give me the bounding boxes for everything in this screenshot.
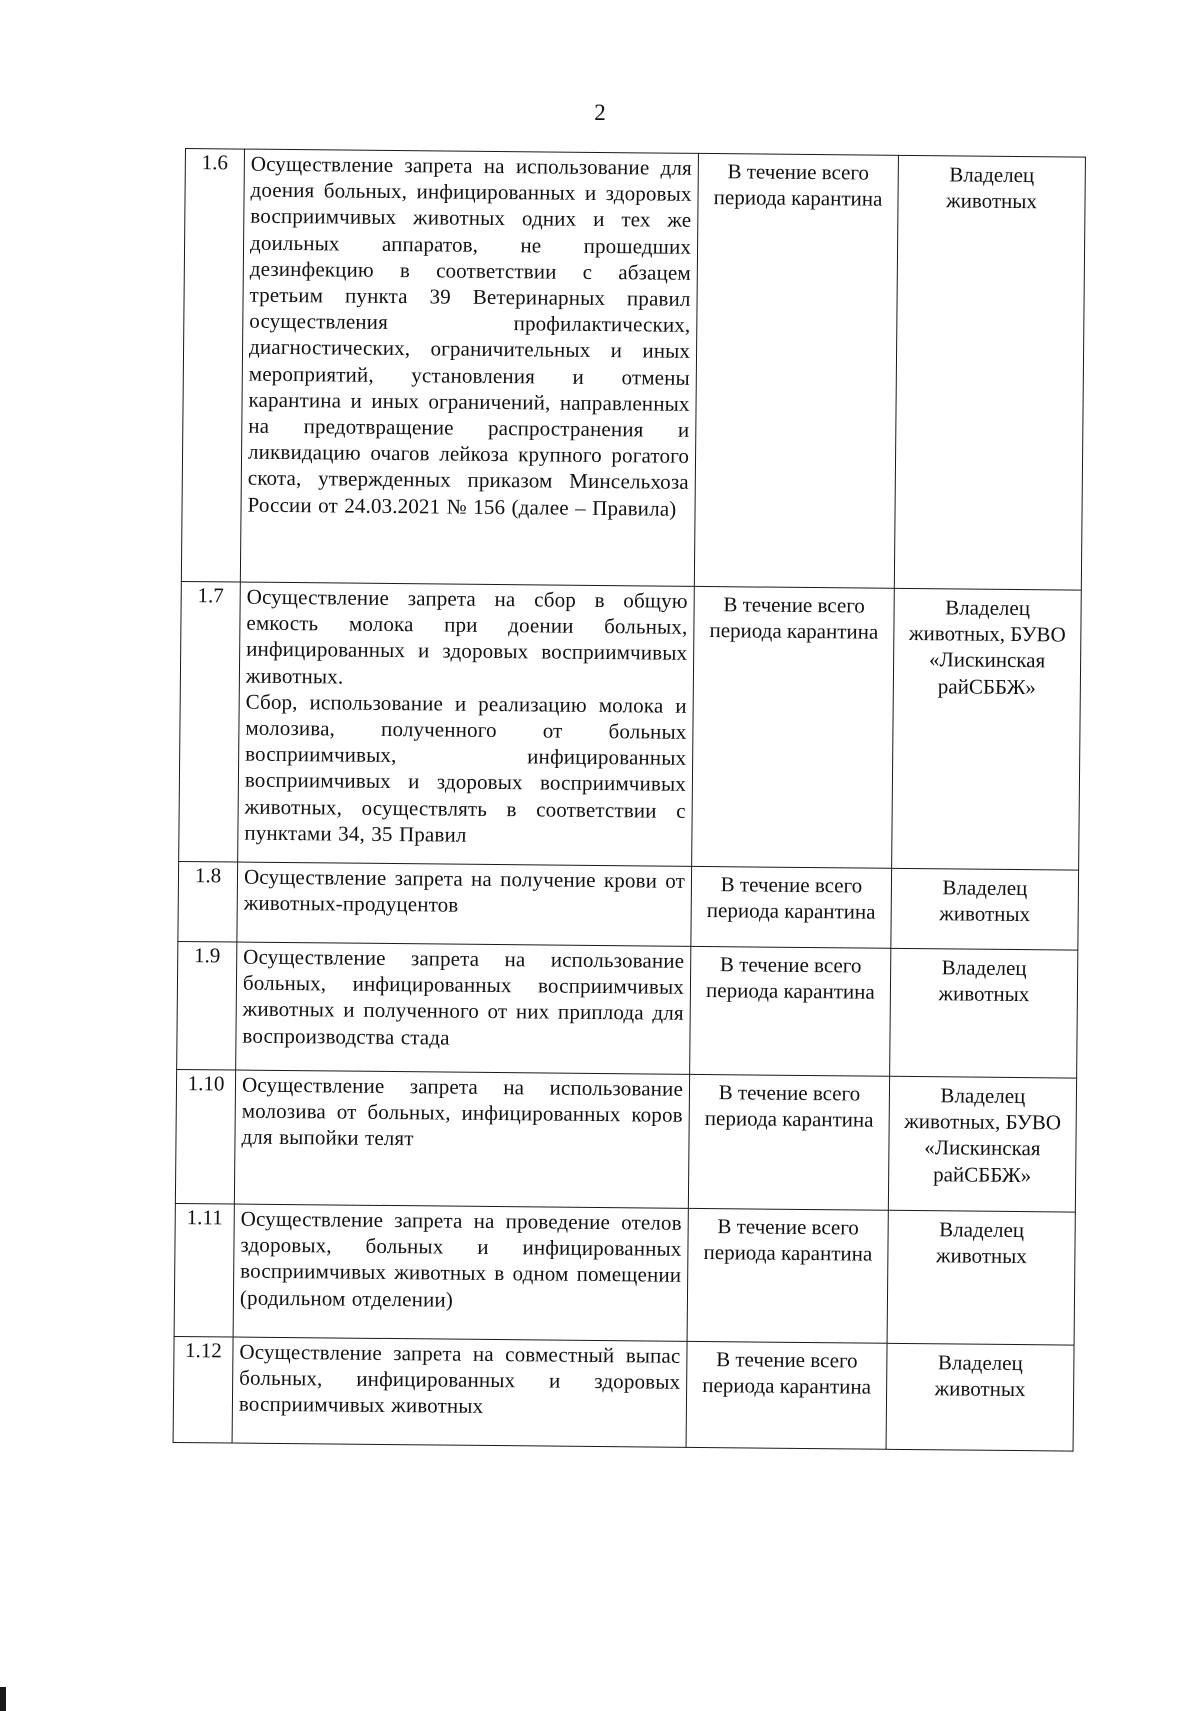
measure-paragraph: Осуществление запрета на проведение отелов здоровых, больных и инфицированных восприимчивых животных в одном помещении (родильном отделении) [239,1206,682,1312]
table-row [173,1336,1074,1451]
table-row [179,581,1082,870]
row-number: 1.10 [175,1069,235,1204]
measure-period: В течение всего периода карантина [686,1341,887,1449]
measure-period: В течение всего периода карантина [688,1074,889,1210]
scan-edge-mark [0,1687,6,1711]
measure-period: В течение всего периода карантина [691,866,892,948]
measure-responsible: Владелец животных [891,868,1079,950]
measure-responsible: Владелец животных [886,1343,1074,1451]
measure-description [237,862,692,946]
measure-description [238,582,695,866]
measure-paragraph: Осуществление запрета на сбор в общую емкость молока при доении больных, инфицированных и здоровых восприимчивых животных. [245,584,688,689]
measure-paragraph: Осуществление запрета на использование для доения больных, инфицированных и здоровых восприимчивых животных одних и тех же доильных аппаратов, не прошедших дезинфекцию в соответствии с абзацем третьим пункта 39 Ветеринарных правил осуществления профилактических, диагностических, ограничительных и иных мероприятий, установления и отмены карантина и иных ограничений, направленных на предотвращение распространения и ликвидацию очагов лейкоза крупного рогатого скота, утвержденных приказом Минсельхоза России от 24.03.2021 № 156 (далее – Правила) [247,151,692,521]
measure-responsible: Владелец животных, БУВО «Лискинская райСББЖ» [888,1076,1076,1212]
measure-paragraph: Сбор, использование и реализацию молока и молозива, полученного от больных восприимчивых, инфицированных восприимчивых и здоровых восприимчивых животных, осуществлять в соответствии с пунктами 34, 35 Правил [244,689,687,847]
measure-responsible: Владелец животных [894,155,1085,590]
measure-description [236,942,691,1074]
measure-paragraph: Осуществление запрета на совместный выпас больных, инфицированных и здоровых восприимчивых животных [238,1339,681,1419]
table-row [174,1203,1075,1345]
row-number: 1.7 [179,581,241,862]
measure-period: В течение всего периода карантина [692,586,895,868]
measure-description [233,1204,688,1341]
measure-description [240,149,698,586]
measure-description [234,1070,689,1208]
row-number: 1.11 [174,1203,234,1337]
measure-responsible: Владелец животных [890,948,1078,1078]
row-number: 1.6 [181,149,244,583]
measure-paragraph: Осуществление запрета на использование больных, инфицированных восприимчивых животных и полученного от них приплода для воспроизводства стада [242,944,685,1050]
measure-paragraph: Осуществление запрета на использование молозива от больных, инфицированных коров для выпойки телят [241,1072,684,1151]
measure-description [232,1337,687,1447]
table-row [177,941,1078,1078]
table-row [175,1069,1076,1212]
measure-paragraph: Осуществление запрета на получение крови от животных-продуцентов [243,864,686,917]
row-number: 1.8 [178,861,238,942]
measures-table [173,148,1086,1452]
row-number: 1.9 [177,941,237,1070]
table-row [181,149,1085,591]
measure-responsible: Владелец животных [887,1210,1075,1345]
measure-period: В течение всего периода карантина [690,946,891,1076]
measure-responsible: Владелец животных, БУВО «Лискинская райСББЖ» [892,588,1082,870]
table-row [178,861,1079,950]
page-number: 2 [594,100,606,125]
measure-period: В течение всего периода карантина [687,1208,888,1343]
row-number: 1.12 [173,1336,233,1443]
measure-period: В течение всего периода карантина [694,153,898,588]
